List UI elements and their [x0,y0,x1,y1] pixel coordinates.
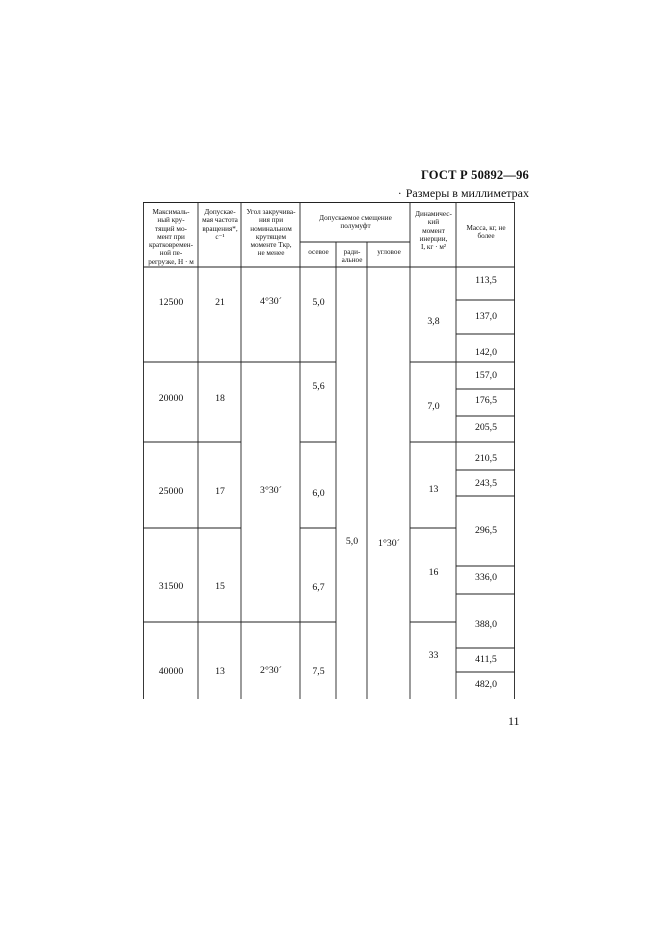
inertia-value: 7,0 [427,401,440,412]
header-twist-angle: Угол закручива- ния при номинальном крутящем моменте Tкр, не менее [246,208,296,258]
torque-value: 12500 [158,297,184,308]
angular-offset-value: 1°30´ [378,538,400,549]
torque-value: 25000 [158,486,184,497]
specification-table [143,202,515,699]
twist-angle-value: 4°30´ [260,296,282,307]
axial-offset-value: 6,0 [312,488,325,499]
mass-value: 210,5 [474,453,498,464]
torque-value: 31500 [158,581,184,592]
inertia-value: 33 [428,650,439,661]
header-offset-axial: осевое [308,248,329,256]
mass-value: 137,0 [474,311,498,322]
mass-value: 296,5 [474,525,498,536]
header-mass: Масса, кг, не более [466,224,506,241]
header-offset-group: Допускаемое смещение полумуфт [319,214,392,231]
radial-offset-value: 5,0 [345,536,359,547]
mass-value: 157,0 [474,370,498,381]
mass-value: 176,5 [474,395,498,406]
inertia-value: 16 [428,567,439,578]
torque-value: 40000 [158,666,184,677]
axial-offset-value: 5,6 [312,381,325,392]
axial-offset-value: 7,5 [312,666,325,677]
mass-value: 388,0 [474,619,498,630]
frequency-value: 17 [215,486,225,497]
twist-angle-value: 2°30´ [260,665,282,676]
axial-offset-value: 6,7 [312,582,325,593]
header-rotation-frequency: Допускае- мая частота вращения*, с⁻¹ [202,208,238,241]
inertia-value: 13 [428,484,439,495]
frequency-value: 18 [215,393,225,404]
header-offset-angular: угловое [377,248,401,256]
frequency-value: 13 [215,666,225,677]
frequency-value: 21 [215,297,225,308]
mass-value: 243,5 [474,478,498,489]
mass-value: 142,0 [474,347,498,358]
page-number: 11 [508,714,520,728]
header-max-torque: Максималь- ный кру- тящий мо- мент при кратковремен- ной пе- регрузке, Н · м [148,208,194,266]
units-note: · Размеры в миллиметрах [397,186,529,200]
mass-value: 113,5 [475,275,497,286]
frequency-value: 15 [215,581,225,592]
mass-value: 336,0 [474,572,498,583]
twist-angle-value: 3°30´ [260,485,282,496]
mass-value: 205,5 [474,422,498,433]
mass-value: 482,0 [474,679,498,690]
axial-offset-value: 5,0 [312,297,325,308]
header-offset-radial: ради- альное [341,248,363,265]
torque-value: 20000 [158,393,184,404]
standard-designation: ГОСТ Р 50892—96 [420,168,529,182]
mass-value: 411,5 [475,654,497,665]
header-inertia: Динамичес- кий момент инерции, I, кг · м² [415,210,452,252]
inertia-value: 3,8 [427,316,440,327]
